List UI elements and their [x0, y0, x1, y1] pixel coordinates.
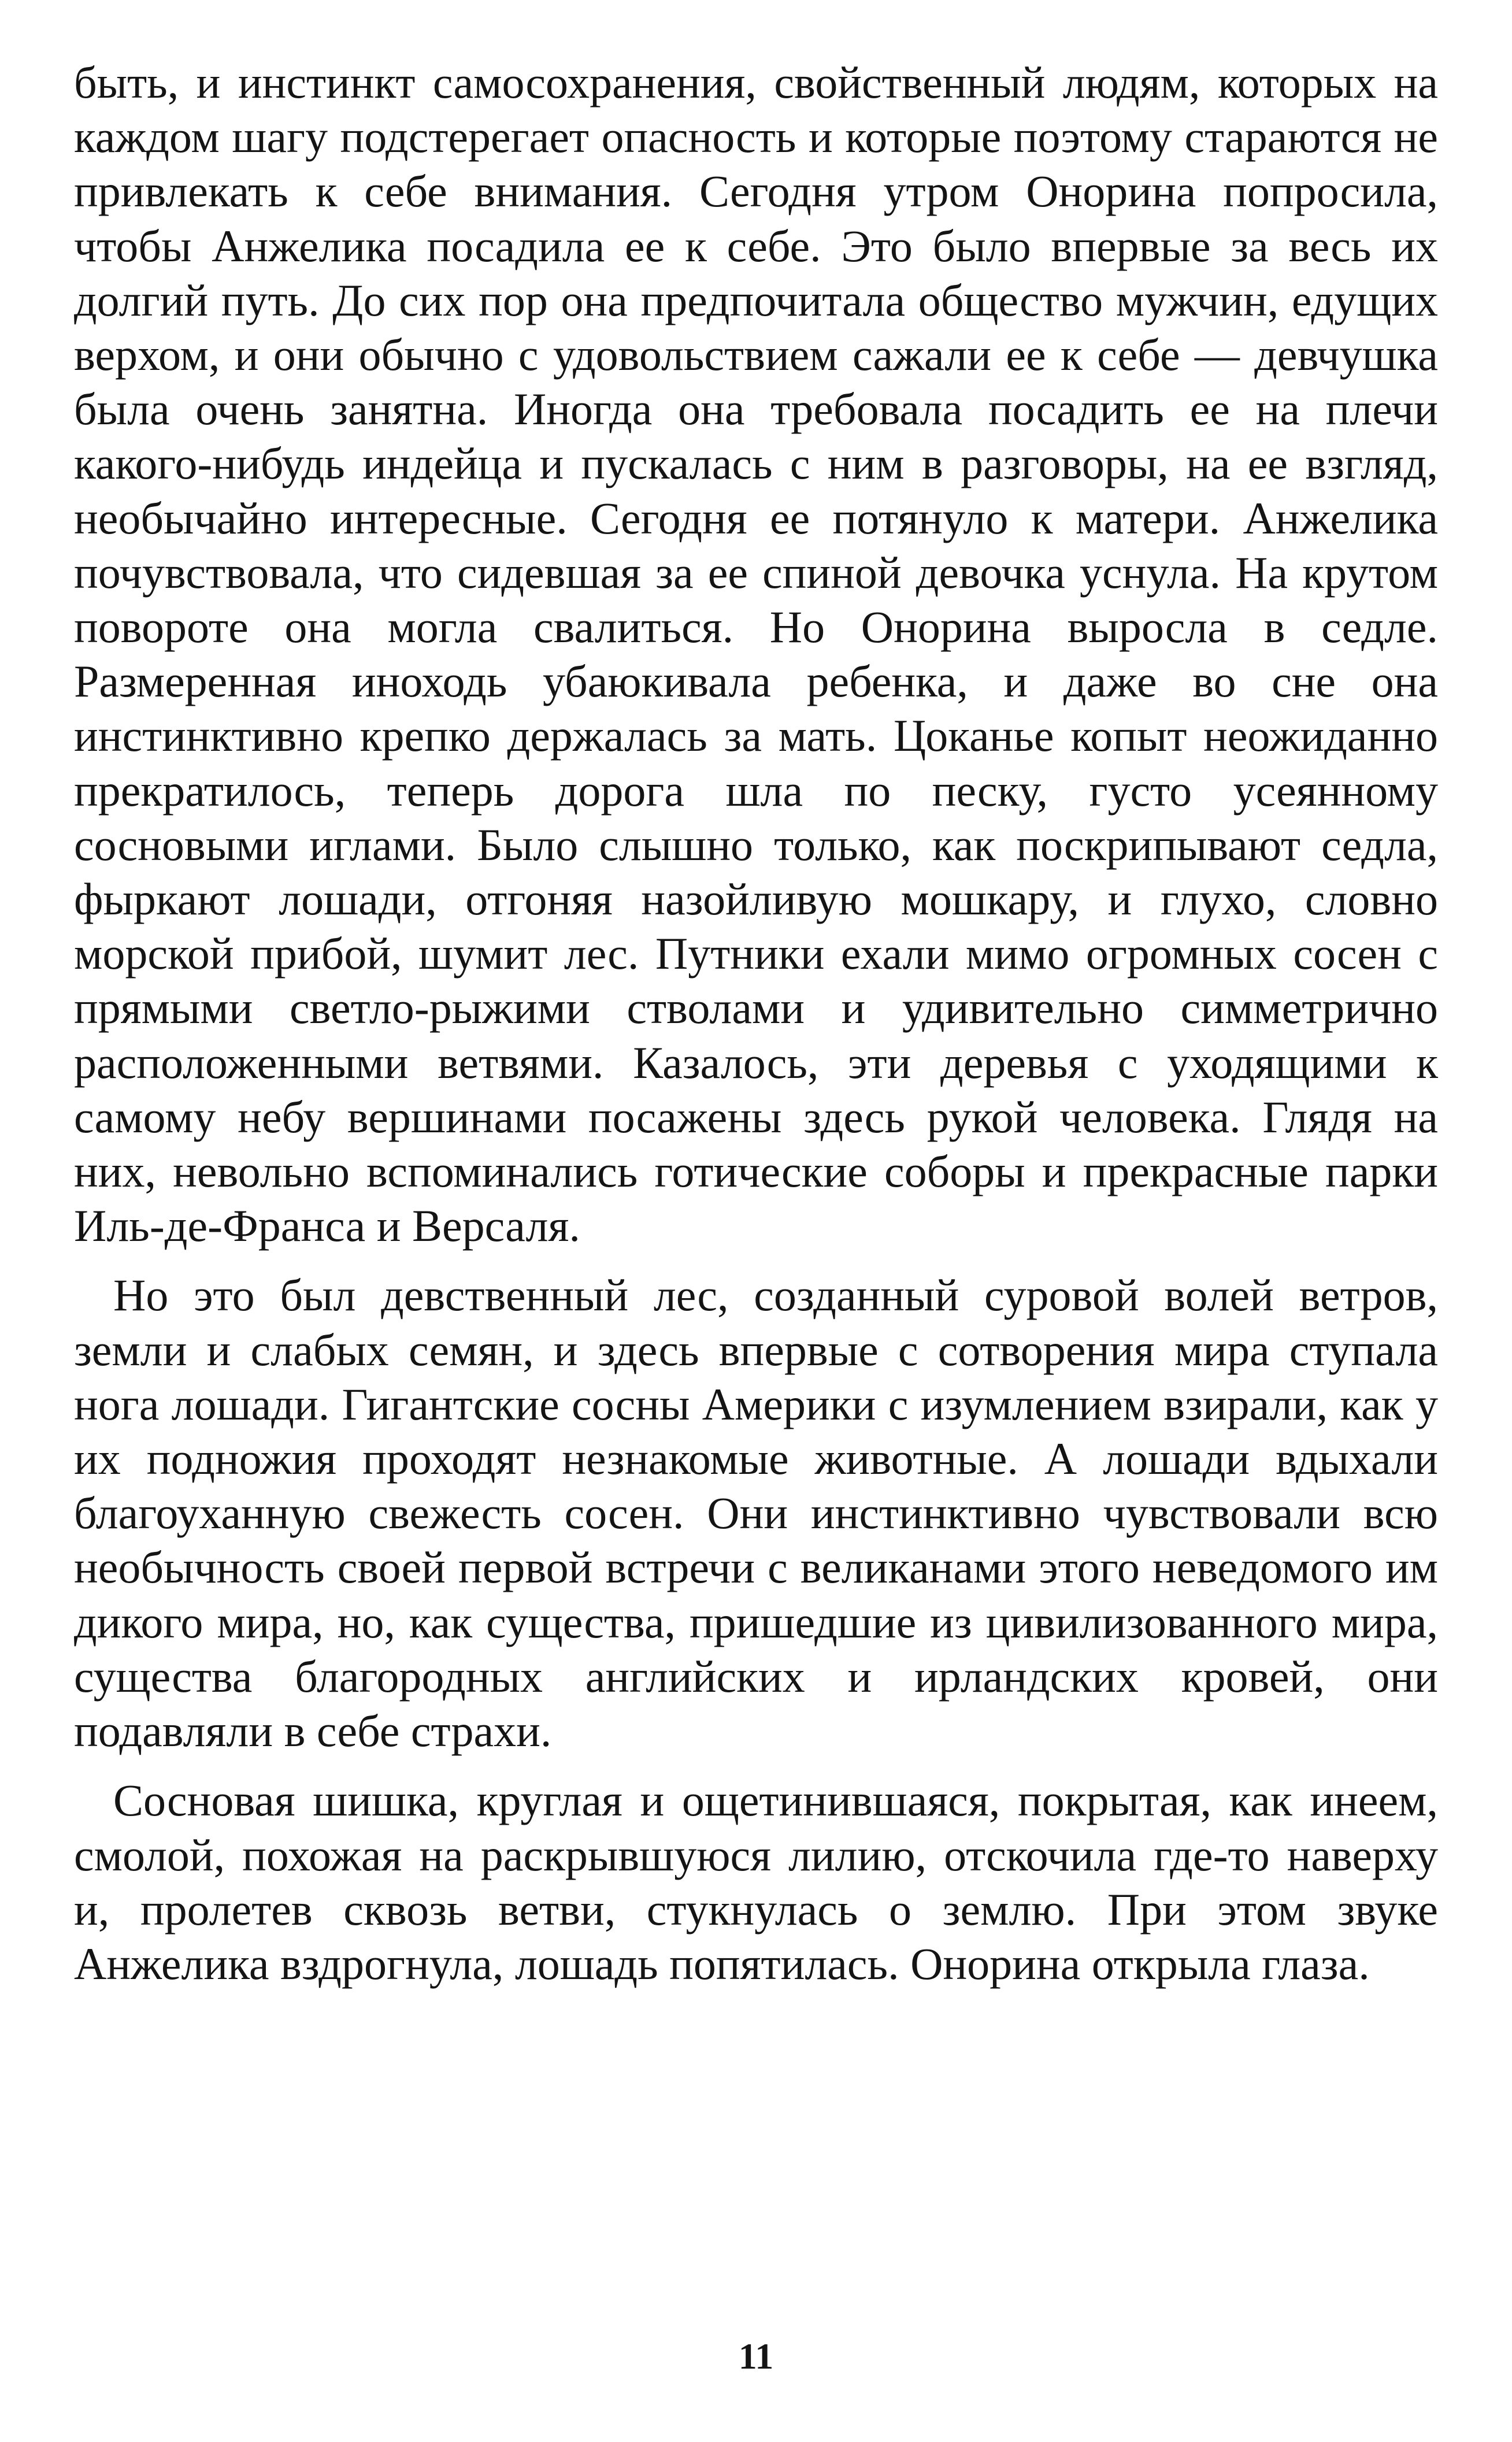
page-number: 11 [738, 2336, 774, 2377]
paragraph-1: быть, и инстинкт самосохранения, свойственный людям, которых на каждом шагу подстерегает опасность и которые поэтому стараются не привлекать к себе внимания. Сегодня утром Онорина попросила, чтобы Анжелика посадила ее к себе. Это было впервые за весь их долгий путь. До сих пор она предпочитала общество мужчин, едущих верхом, и они обычно с удовольствием сажали ее к себе — девчушка была очень занятна. Иногда она требовала посадить ее на плечи какого-нибудь индейца и пускалась с ним в разговоры, на ее взгляд, необычайно интересные. Сегодня ее потянуло к матери. Анжелика почувствовала, что сидевшая за ее спиной девочка уснула. На крутом повороте она могла свалиться. Но Онорина выросла в седле. Размеренная иноходь убаюкивала ребенка, и даже во сне она инстинктивно крепко держалась за мать. Цоканье копыт неожиданно прекратилось, теперь дорога шла по песку, густо усеянному сосновыми иглами. Было слышно только, как поскрипывают седла, фыркают лошади, отгоняя назойливую мошкару, и глухо, словно морской прибой, шумит лес. Путники ехали мимо огромных сосен с прямыми светло-рыжими стволами и удивительно симметрично расположенными ветвями. Казалось, эти деревья с уходящими к самому небу вершинами посажены здесь рукой человека. Глядя на них, невольно вспоминались готические соборы и прекрасные парки Иль-де-Франса и Версаля. [74, 57, 1438, 1251]
body-text [74, 55, 1438, 1991]
paragraph-3: Сосновая шишка, круглая и ощетинившаяся, покрытая, как инеем, смолой, похожая на раскрывшуюся лилию, отскочила где-то наверху и, пролетев сквозь ветви, стукнулась о землю. При этом звуке Анжелика вздрогнула, лошадь попятилась. Онорина открыла глаза. [74, 1775, 1438, 1989]
paragraph-2: Но это был девственный лес, созданный суровой волей ветров, земли и слабых семян, и здесь впервые с сотворения мира ступала нога лошади. Гигантские сосны Америки с изумлением взирали, как у их подножия проходят незнакомые животные. А лошади вдыхали благоуханную свежесть сосен. Они инстинктивно чувствовали всю необычность своей первой встречи с великанами этого неведомого им дикого мира, но, как существа, пришедшие из цивилизованного мира, существа благородных английских и ирландских кровей, они подавляли в себе страхи. [74, 1270, 1438, 1757]
